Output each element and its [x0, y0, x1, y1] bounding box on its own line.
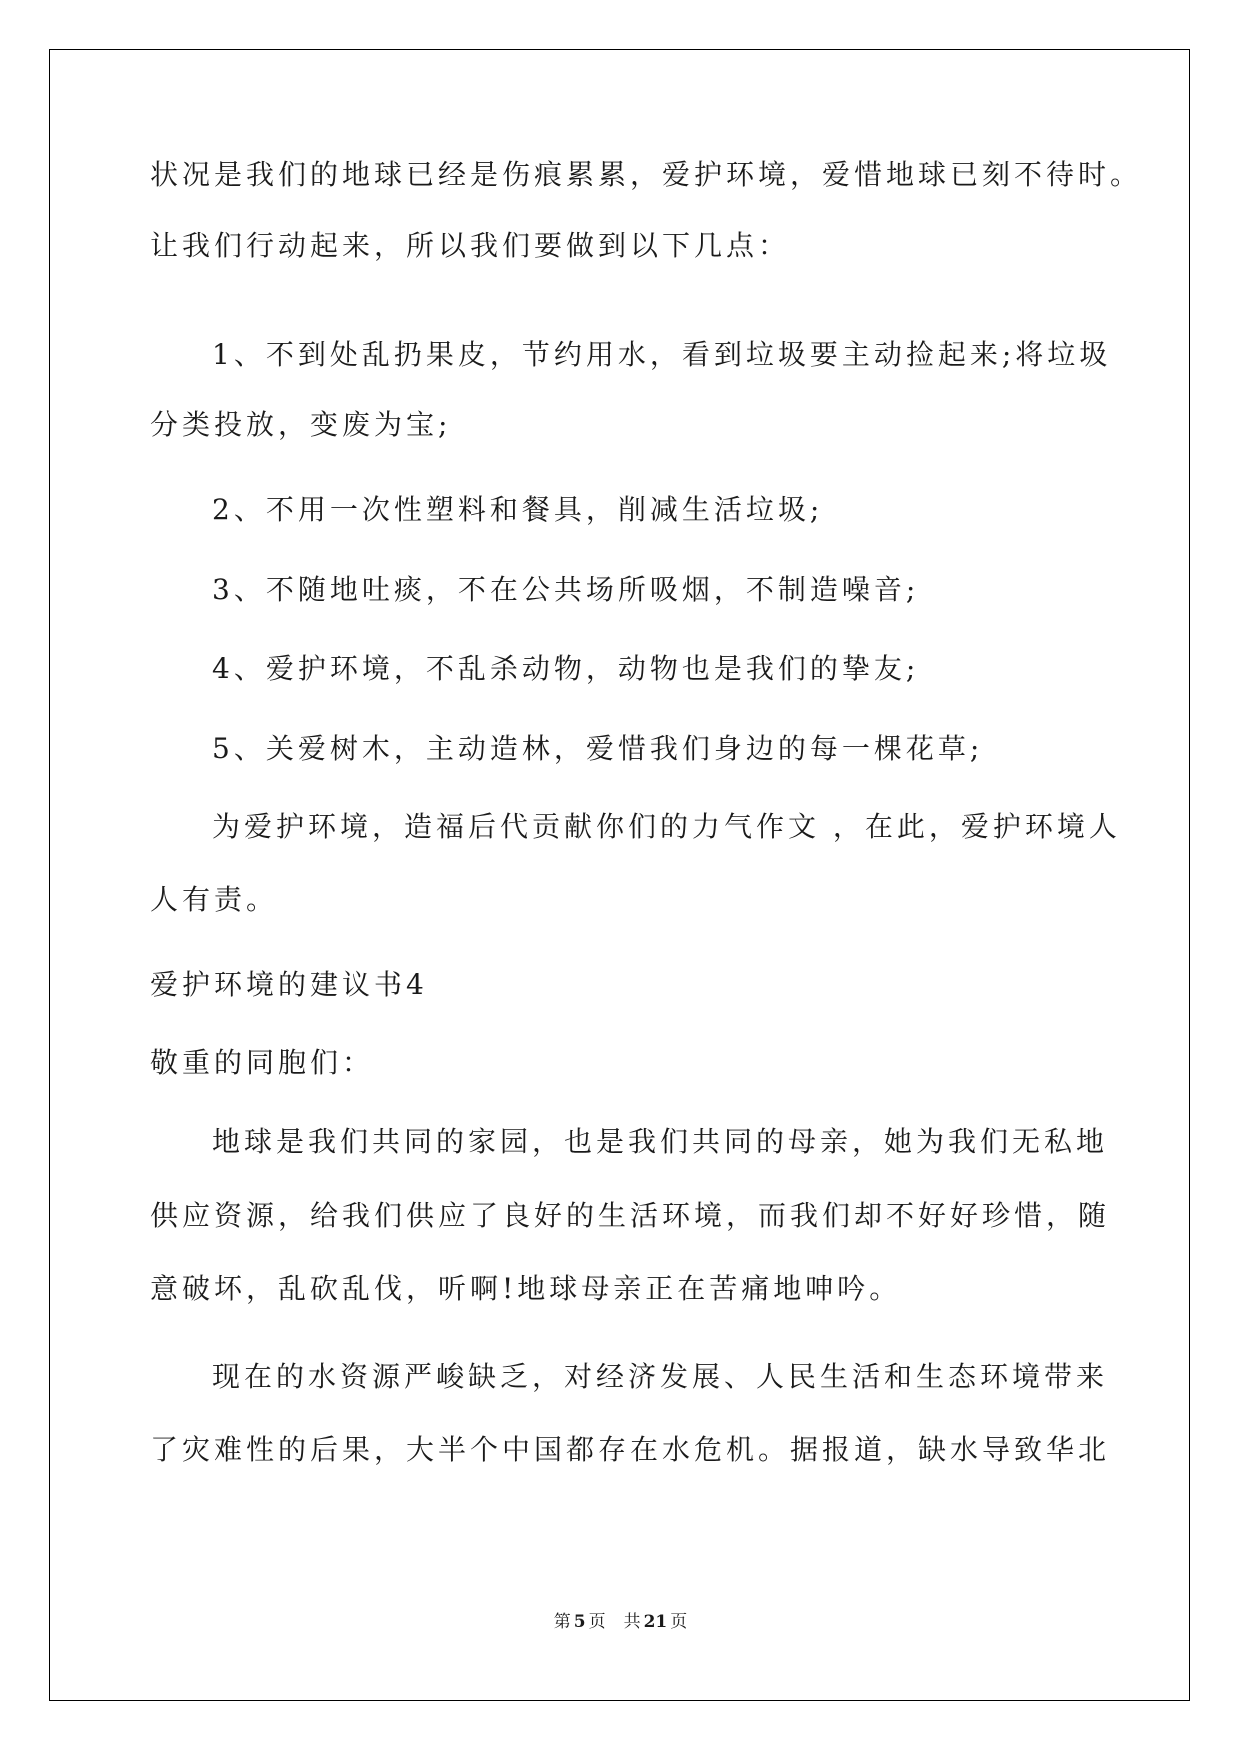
list-item-2: 2、不用一次性塑料和餐具，削减生活垃圾;	[212, 493, 824, 526]
current-page-number: 5	[573, 1612, 586, 1632]
footer-prefix: 第	[553, 1612, 571, 1632]
paragraph-line: 状况是我们的地球已经是伤痕累累，爱护环境，爱惜地球已刻不待时。	[150, 158, 1143, 191]
salutation: 敬重的同胞们：	[150, 1046, 375, 1079]
footer-total-prefix: 共	[623, 1612, 641, 1632]
paragraph-line: 供应资源，给我们供应了良好的生活环境，而我们却不好好珍惜，随	[150, 1199, 1111, 1232]
list-item-5: 5、关爱树木，主动造林，爱惜我们身边的每一棵花草;	[212, 732, 984, 765]
paragraph-line: 了灾难性的后果，大半个中国都存在水危机。据报道，缺水导致华北	[150, 1433, 1111, 1466]
paragraph-line: 让我们行动起来，所以我们要做到以下几点：	[150, 229, 791, 262]
list-item-1-line: 分类投放，变废为宝;	[150, 408, 452, 441]
list-item-4: 4、爱护环境，不乱杀动物，动物也是我们的挚友;	[212, 652, 920, 685]
section-heading: 爱护环境的建议书4	[150, 968, 428, 1001]
footer-page-suffix: 页	[588, 1612, 606, 1632]
list-item-1-line: 1、不到处乱扔果皮，节约用水，看到垃圾要主动捡起来;将垃圾	[212, 338, 1112, 371]
paragraph-line: 意破坏，乱砍乱伐，听啊!地球母亲正在苦痛地呻吟。	[150, 1272, 902, 1305]
paragraph-line: 人有责。	[150, 883, 279, 916]
paragraph-line: 地球是我们共同的家园，也是我们共同的母亲，她为我们无私地	[212, 1125, 1109, 1158]
total-page-count: 21	[643, 1612, 668, 1632]
list-item-3: 3、不随地吐痰，不在公共场所吸烟，不制造噪音;	[212, 573, 920, 606]
paragraph-line: 现在的水资源严峻缺乏，对经济发展、人民生活和生态环境带来	[212, 1360, 1109, 1393]
footer-total-suffix: 页	[670, 1612, 688, 1632]
page-footer	[0, 1611, 1241, 1633]
paragraph-line: 为爱护环境，造福后代贡献你们的力气作文 ，在此，爱护环境人	[212, 810, 1121, 843]
